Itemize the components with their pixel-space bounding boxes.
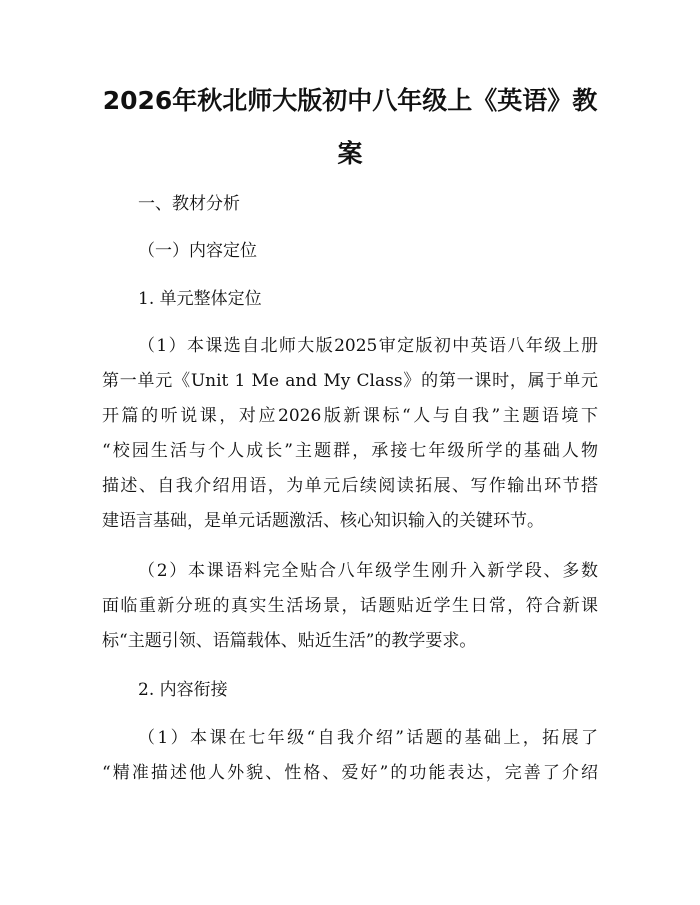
paragraph-2-line: 面临重新分班的真实生活场景，话题贴近学生日常，符合新课: [102, 596, 598, 616]
document-title-line-1: 2026年秋北师大版初中八年级上《英语》教: [102, 86, 598, 115]
paragraph-1-line: 建语言基础，是单元话题激活、核心知识输入的关键环节。: [102, 511, 544, 531]
section-heading-teaching-material-analysis: 一、教材分析: [138, 194, 240, 214]
paragraph-1-line: “校园生活与个人成长”主题群，承接七年级所学的基础人物: [102, 441, 598, 461]
paragraph-2-line: 标“主题引领、语篇载体、贴近生活”的教学要求。: [102, 631, 477, 651]
paragraph-1-line: 开篇的听说课，对应2026版新课标“人与自我”主题语境下: [102, 406, 598, 426]
paragraph-1-line: 第一单元《Unit 1 Me and My Class》的第一课时，属于单元: [102, 371, 598, 391]
paragraph-2-line: （2）本课语料完全贴合八年级学生刚升入新学段、多数: [138, 561, 598, 581]
subsection-heading-content-positioning: （一）内容定位: [138, 241, 257, 261]
item-heading-unit-positioning: 1. 单元整体定位: [138, 289, 262, 309]
item-heading-content-connection: 2. 内容衔接: [138, 680, 228, 700]
paragraph-3-line: “精准描述他人外貌、性格、爱好”的功能表达，完善了介绍: [102, 763, 598, 783]
document-title-line-2: 案: [337, 139, 363, 168]
paragraph-3-line: （1）本课在七年级“自我介绍”话题的基础上，拓展了: [138, 728, 598, 748]
paragraph-1-line: （1）本课选自北师大版2025审定版初中英语八年级上册: [138, 336, 598, 356]
paragraph-1-line: 描述、自我介绍用语，为单元后续阅读拓展、写作输出环节搭: [102, 476, 598, 496]
